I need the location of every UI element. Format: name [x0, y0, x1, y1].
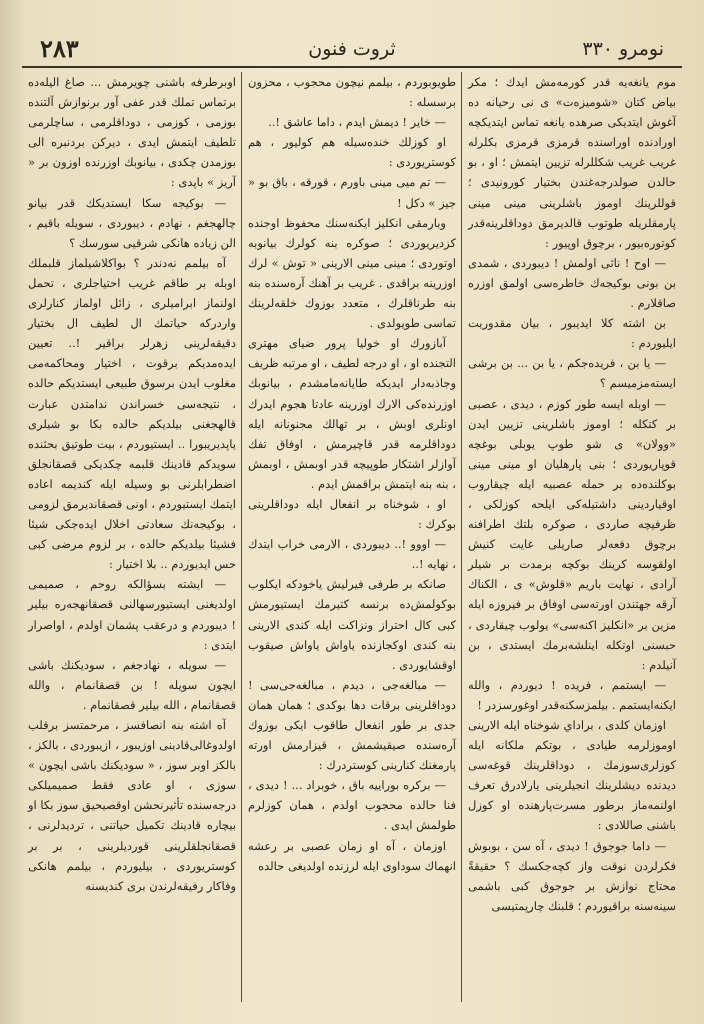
paragraph: — اوبله ایسه طور کوزم ، دیدی ، عصبی بر کتکله ؛ اوموز باشلرینی تزیین ایدن «وولان» ی شو طوپ یوبلی بوغچه قوپاریوردی ؛ بنی پارهلیان او مینی مینی بوکلنده‌ده بر حمله عصبیه ایله چیقاروب اوقیاردینی داشتیله‌کی ایلحه کوزلکی ، ظرفیچه صاردی ، صوکره بلتك اطرافنه برچوق دفعه‌لر صاریلی غایت کنیش اولقوسه کرینك بوکچه برمدت بر شیلر آرادی ، نهایت باریم «قلوش» ی ، الکناك آرقه جهتندن اورته‌سی اوفاق بر فیروزه ایله مزین بر «انکلیز اکنه‌سی» یولوب چیقاردی ، حبسنی اوتکله اینلشه‌برمك ایستدی ، بن آنیلدم :: [468, 396, 676, 672]
paragraph: صانکه بر طرفی فیرلیش یاخودکه ایکلوب بوکولمش‌ده برنسه کتیرمك ایستیورمش کبی کال احتراز ونزاکت ایله کندی الارینی بنه کندی اوکجازنده یاواش یاواش صیقوب اوقشایوردی .: [248, 577, 456, 672]
paragraph: اوزمان کلدی ، براداي شوخناه ایله الارینی اوموزلرمه طیادی ، بوتکم ملکانه ایله کوزلری‌سوزمك ، دوداقلرینك قوغه‌سی دیدنده دیشلرینك انجیلرینی یارلادرق تعرف اولنمه‌ماز برطور مسرت‌پارهنده او کوزل باشنی صاللادی :: [468, 718, 676, 833]
column-divider: [461, 72, 462, 1002]
page-header: [40, 32, 664, 68]
page-fold-shadow: [0, 0, 26, 1024]
paragraph: طویوبوردم ، بیلمم نیچون محجوب ، محزون برسسله :: [248, 75, 456, 110]
paragraph: — اوح ! ناثی اولمش ! دیبوردی ، شمدی بن بونی بوکیجه‌ك خاطره‌سی اولمق اوزره صاقلارم .: [468, 255, 676, 311]
paragraph: موم یانغه‌یه قدر کورمه‌مش ایدك ؛ مکر بیاض کتان «شومیزه‌ت» ی نی رحیانه ده آغوش ایتدیکی صرهده یانغه تماس ایتدیکچه اورادنده اوراسنده قرمزی قرمزی بکلرله غریب غریب شکللرله تزیین ایتمش ؛ او ، بو حالدن صولدرجه‌غندن بختیار کورونیدی ؛ قوللرینك اوموز باشلرینی مینی مینی پارمقلریله طوتوب قالدیرمق دوداقلرینه‌قدر کوتوره‌بیور ، برچوق اوپیور :: [468, 75, 676, 250]
paragraph: — برکره بوراییه باق ، خوبراد ... ! دیدی ، فنا حالده محجوب اولدم ، همان کوزلرم طولمش ایدی .: [248, 778, 456, 833]
header-rule: [22, 66, 682, 68]
column-left: [24, 72, 240, 1002]
journal-title: ثروت فنون: [308, 38, 396, 60]
paragraph: — بوکیجه سکا ایستدیکك قدر بيانو چالهجغم ، نهادم ، دیبوردی ، سویله باقیم ، الن زیاده هانکی شرقیی سورسك ؟: [28, 195, 236, 250]
paragraph: آه اشته بنه انصافسز ، مرحمتسز برقلب اولدوغالی‌قادینی اوزیبور ، ازیبوردی ، بالکز ، بالکز اوبر سوز ، « سودیکنك باشی ایچون » سوزی ، او عادی فقط صمیمیلکی درجه‌سنده تأثیرنحشن اوقصیحیق سوز بکا او بیچاره قادینك تکمیل حیاتنی ، تردیدلرنی ، قصقانجلقلرینی قوردیلرینی ، بر بر کوستریوردی ، بیلیوردم ، بیلمم هانکی وفاکار رفیقه‌لرندن بری کندیسنه: [28, 718, 236, 893]
paragraph: — سویله ، نهادجغم ، سودیکنك باشی ایچون سویله ! بن قصقانمام ، والله قصقانمام ، الله بیلیر قصقانمام .: [28, 657, 236, 712]
page-number: ٢٨٣: [40, 34, 79, 63]
paragraph: او ، شوخناه بر انفعال ایله دوداقلرینی بوکرك :: [248, 496, 456, 532]
text-columns: [24, 72, 680, 1002]
paragraph: — مبالغه‌جی ، دیدم ، مبالغه‌جی‌سی ! دوداقلرینی برقات دها بوکدی ؛ همان همان جدی بر طور انفعال طاقوب ایکی بوزوك آره‌سنده صیقیشمش ، قیزارمش اورته پارمغنك کنارینی کوستردرك :: [248, 677, 456, 773]
paragraph: آبازورك او خولیا پرور ضیای مهتری التجنده او ، او درجه لطیف ، او مرتبه ظریف وجاذبه‌دار ایدیکه طایانه‌مامشدم ، بيانوبك اوزرنده‌کی الارك اوزرینه عادتا هجوم ایدرك اونلری اوبش ، بر تهالك مجنونانه ایله دوداقلرمه قدر قاچیرمش ، اوفاق تفك آوازلر اشتکار طوپیچه قدر اوبمش ، اوبمش ، بنه بنه ایتمش براقمش ایدم .: [248, 336, 456, 491]
paragraph: — ایشته بسؤالکه روحم ، صمیمی اولدیغنی ایستیورسهالنی قصقانهجه‌ره بیلیر ! دیبوردم و درعقب پشمان اولدم ، اواصرار ایتدی :: [28, 577, 236, 652]
paragraph: وبارمقی انکلیز ایکنه‌سنك محفوظ اوجنده کزدیریوردی ؛ صوکره بنه کولرك بيانوبه اوتوردی ؛ مینی مینی الارینی « توش » لرك اوزرینه براقدی . غریب بر آهنك آره‌سنده بنه بنه طرناقلرك ، متعدد بوزوك خلقه‌لرینك تماسی طویولدی .: [248, 215, 456, 331]
issue-number: نومرو ٣٣٠: [582, 38, 664, 60]
paragraph: اوزمان ، آه او زمان عصبی بر رعشه انهماك سوداوی ایله لرزنده اولدیغی حالده: [248, 838, 456, 873]
paragraph: — تم میی مینی باورم ، قورقه ، باق بو « جیز » دکل !: [248, 175, 456, 210]
paragraph: — یا بن ، فریده‌جکم ، یا بن ... بن برشی ایسته‌مزمیسم ؟: [468, 356, 676, 391]
paragraph: — اووو !.. دیبوردی ، الارمی خراب ایتدك ، نهایه !..: [248, 537, 456, 572]
column-divider: [241, 72, 242, 1002]
column-middle: [244, 72, 460, 1002]
paragraph: آه بیلمم نه‌دندر ؟ بواکلاشیلماز قلبملك اوبله بر طاقم غریب احتیاجلری ، تحمل اولنماز ابرامیلری ، زائل اولماز کنارلری واردرکه حیاتمك ال لطیف ال بختیار دقیقه‌لرینی زهرلر براقیر !.. تعیین ایده‌مدیکم برقوت ، اختیار ومحاکمه‌می مغلوب ایدن برسوق طبیعی ایستدیکم حالده ، نتیجه‌سی خسراندن ندامتدن عبارت قالهجغنی بیلدیکم حالده بکا بو شیلری یاپدیریبورا .. ایستیوردم ، بیت طوتیق بحثنده سویدکم قادینك قلبمه چکدیکی قصقانجلق اضطرابلرنی بو وسیله ایله کندیمه اعاده ایتمك ایستیوردم ، اونی قصقاندیرمق لزومی ، بوکیجه‌نك سعادتی اخلال ایده‌جکی شیئا فشیئا بیلدیکم حالده ، بر لزوم مرضی کبی حس ایدیوردم .. بلا اختیار :: [28, 255, 236, 572]
paragraph: — خایر ! دیمش ایدم ، داما عاشق !..: [268, 115, 446, 130]
paragraph: او کوزلك خنده‌سیله هم کولیور ، هم کوستریوردی :: [248, 135, 456, 170]
paragraph: بن اشته کلا ایدیبور ، بیان مقدوریت ایلیوردم :: [468, 316, 676, 351]
paragraph: — ایستمم ، فریده ! دیوردم ، والله ایکنه‌ایستمم . بیلمزسکنه‌قدر اوغورسزدر !: [468, 677, 676, 712]
paragraph: اوبرطرفه باشنی چویرمش ... صاغ الیله‌ده برتماس تملك قدر عفی آور برنوازش آلتنده بوزمی ، کوزمی ، دوداقلرمی ، ساچلرمی تلطیف ایتمش ایدی ، دیرکن بردنبره الی بوزمدن چکدی ، بیانوبك اوزرنده اوزون بر « آریز » باپدی :: [28, 75, 236, 190]
paragraph: — داما جوجوق ! دیدی ، آه سن ، بوبوش فکرلردن نوقت واز کچه‌جکسك ؟ حقیقةً محتاج نوازش بر جوجوق کبی باشمی سینه‌سنه براقیوردم ؛ قلبنك چارپمتیسی: [468, 838, 676, 913]
column-right: [464, 72, 680, 1002]
